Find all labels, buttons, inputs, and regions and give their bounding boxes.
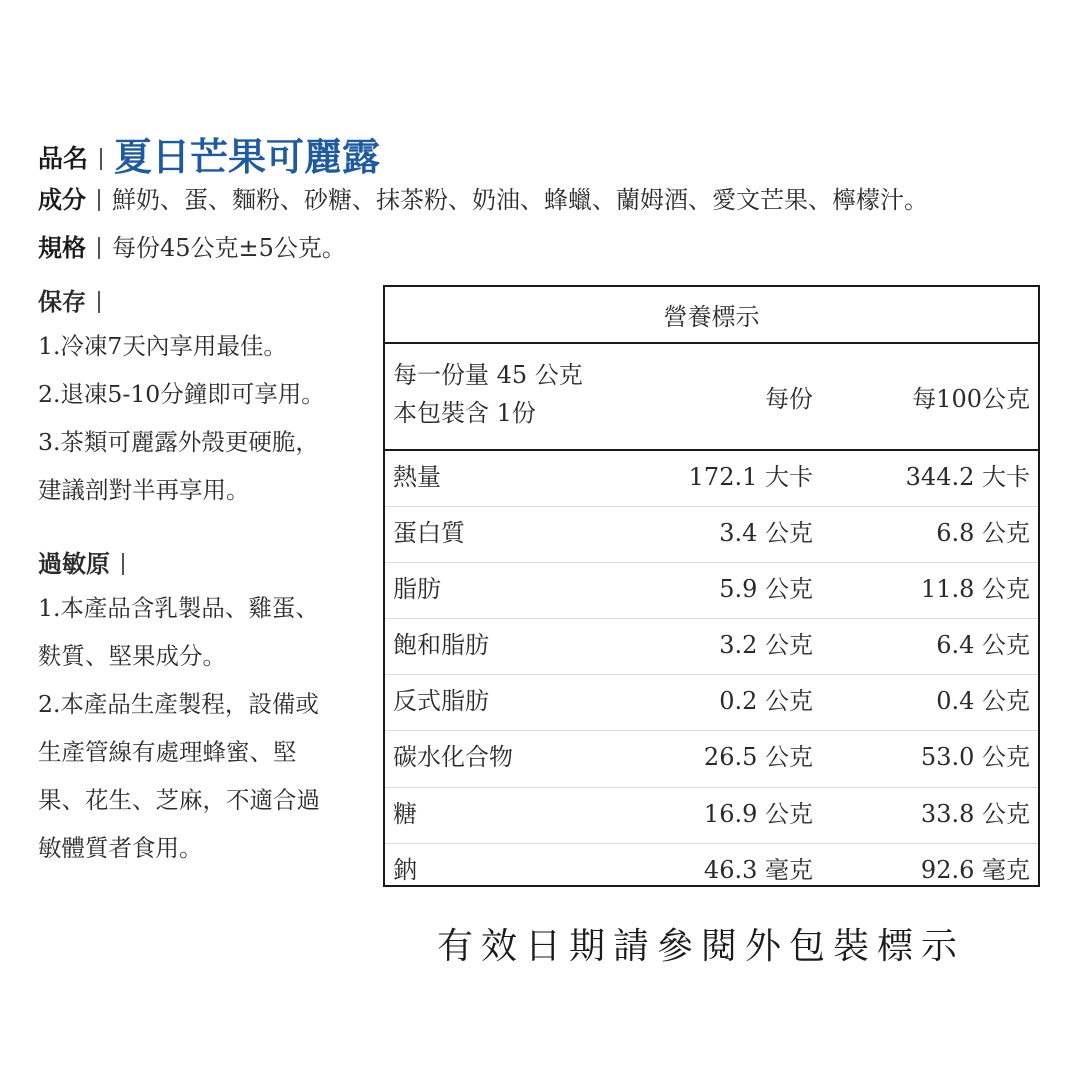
allergen-line: 麩質、堅果成分。 — [38, 642, 226, 670]
nutrient-name: 熱量 — [393, 463, 441, 491]
ingredients-text: 鮮奶、蛋、麵粉、砂糖、抹茶粉、奶油、蜂蠟、蘭姆酒、愛文芒果、檸檬汁。 — [112, 186, 928, 214]
divider — [100, 148, 102, 170]
ingredients-line — [38, 180, 928, 215]
product-name-line — [38, 126, 380, 181]
nutrient-name: 脂肪 — [393, 575, 441, 604]
per-100g-value: 6.8 公克 — [936, 519, 1030, 548]
per-serving-value: 5.9 公克 — [719, 575, 813, 604]
nutrition-table — [383, 285, 1040, 887]
column-header-per-100g: 每100公克 — [912, 385, 1030, 413]
servings-per-pack: 本包裝含 1份 — [393, 399, 536, 427]
per-serving-value: 3.4 公克 — [719, 519, 813, 548]
per-100g-value: 33.8 公克 — [920, 799, 1030, 828]
per-serving-value: 46.3 毫克 — [703, 855, 813, 884]
nutrient-name: 碳水化合物 — [393, 743, 513, 772]
nutrition-row — [385, 507, 1038, 563]
per-serving-value: 172.1 大卡 — [688, 463, 813, 491]
storage-line: 3.茶類可麗露外殼更硬脆， — [38, 428, 319, 456]
ingredients-label: 成分 — [38, 185, 86, 214]
column-header-per-serving: 每份 — [765, 385, 813, 413]
divider — [98, 237, 100, 259]
serving-info — [393, 356, 583, 432]
divider — [98, 189, 100, 211]
per-100g-value: 11.8 公克 — [920, 575, 1030, 604]
spec-text: 每份45公克±5公克。 — [112, 234, 346, 262]
storage-text — [38, 322, 368, 514]
nutrient-name: 糖 — [393, 799, 417, 828]
allergen-line: 生產管線有處理蜂蜜、堅 — [38, 738, 297, 766]
nutrition-row — [385, 563, 1038, 619]
nutrition-row — [385, 675, 1038, 731]
storage-label: 保存 — [38, 287, 86, 316]
per-serving-value: 3.2 公克 — [719, 631, 813, 660]
nutrition-row — [385, 788, 1038, 844]
nutrient-name: 鈉 — [393, 855, 417, 884]
nutrition-row — [385, 731, 1038, 787]
allergen-line: 敏體質者食用。 — [38, 834, 203, 862]
allergen-line: 2.本產品生產製程，設備或 — [38, 690, 319, 718]
per-serving-value: 26.5 公克 — [703, 743, 813, 772]
nutrition-header — [385, 344, 1038, 451]
allergen-text — [38, 584, 368, 872]
per-100g-value: 6.4 公克 — [936, 631, 1030, 660]
nutrition-row — [385, 619, 1038, 675]
per-100g-value: 344.2 大卡 — [905, 463, 1030, 491]
allergen-label: 過敏原 — [38, 549, 110, 578]
product-name: 夏日芒果可麗露 — [114, 134, 381, 179]
nutrient-name: 蛋白質 — [393, 519, 465, 548]
divider — [122, 553, 124, 575]
per-serving-value: 16.9 公克 — [703, 799, 813, 828]
storage-allergen-section — [38, 282, 368, 872]
serving-size: 每一份量 45 公克 — [393, 361, 583, 389]
allergen-line: 1.本產品含乳製品、雞蛋、 — [38, 594, 319, 622]
nutrition-rows — [385, 451, 1038, 899]
allergen-line: 果、花生、芝麻，不適合過 — [38, 786, 320, 814]
nutrition-row — [385, 451, 1038, 507]
nutrient-name: 飽和脂肪 — [393, 631, 489, 660]
nutrient-name: 反式脂肪 — [393, 687, 489, 716]
per-100g-value: 92.6 毫克 — [920, 855, 1030, 884]
per-100g-value: 53.0 公克 — [920, 743, 1030, 772]
nutrition-title: 營養標示 — [385, 287, 1038, 344]
per-serving-value: 0.2 公克 — [719, 687, 813, 716]
storage-line: 2.退凍5-10分鐘即可享用。 — [38, 380, 325, 408]
per-100g-value: 0.4 公克 — [936, 687, 1030, 716]
spacer — [38, 514, 368, 544]
nutrition-row — [385, 844, 1038, 899]
expiry-notice: 有效日期請參閱外包裝標示 — [437, 926, 966, 967]
allergen-heading — [38, 544, 368, 584]
divider — [98, 291, 100, 313]
storage-line: 1.冷凍7天內享用最佳。 — [38, 332, 287, 360]
storage-line: 建議剖對半再享用。 — [38, 476, 250, 504]
spec-label: 規格 — [38, 233, 86, 262]
storage-heading — [38, 282, 368, 322]
product-name-label: 品名 — [38, 144, 89, 173]
spec-line — [38, 228, 346, 263]
